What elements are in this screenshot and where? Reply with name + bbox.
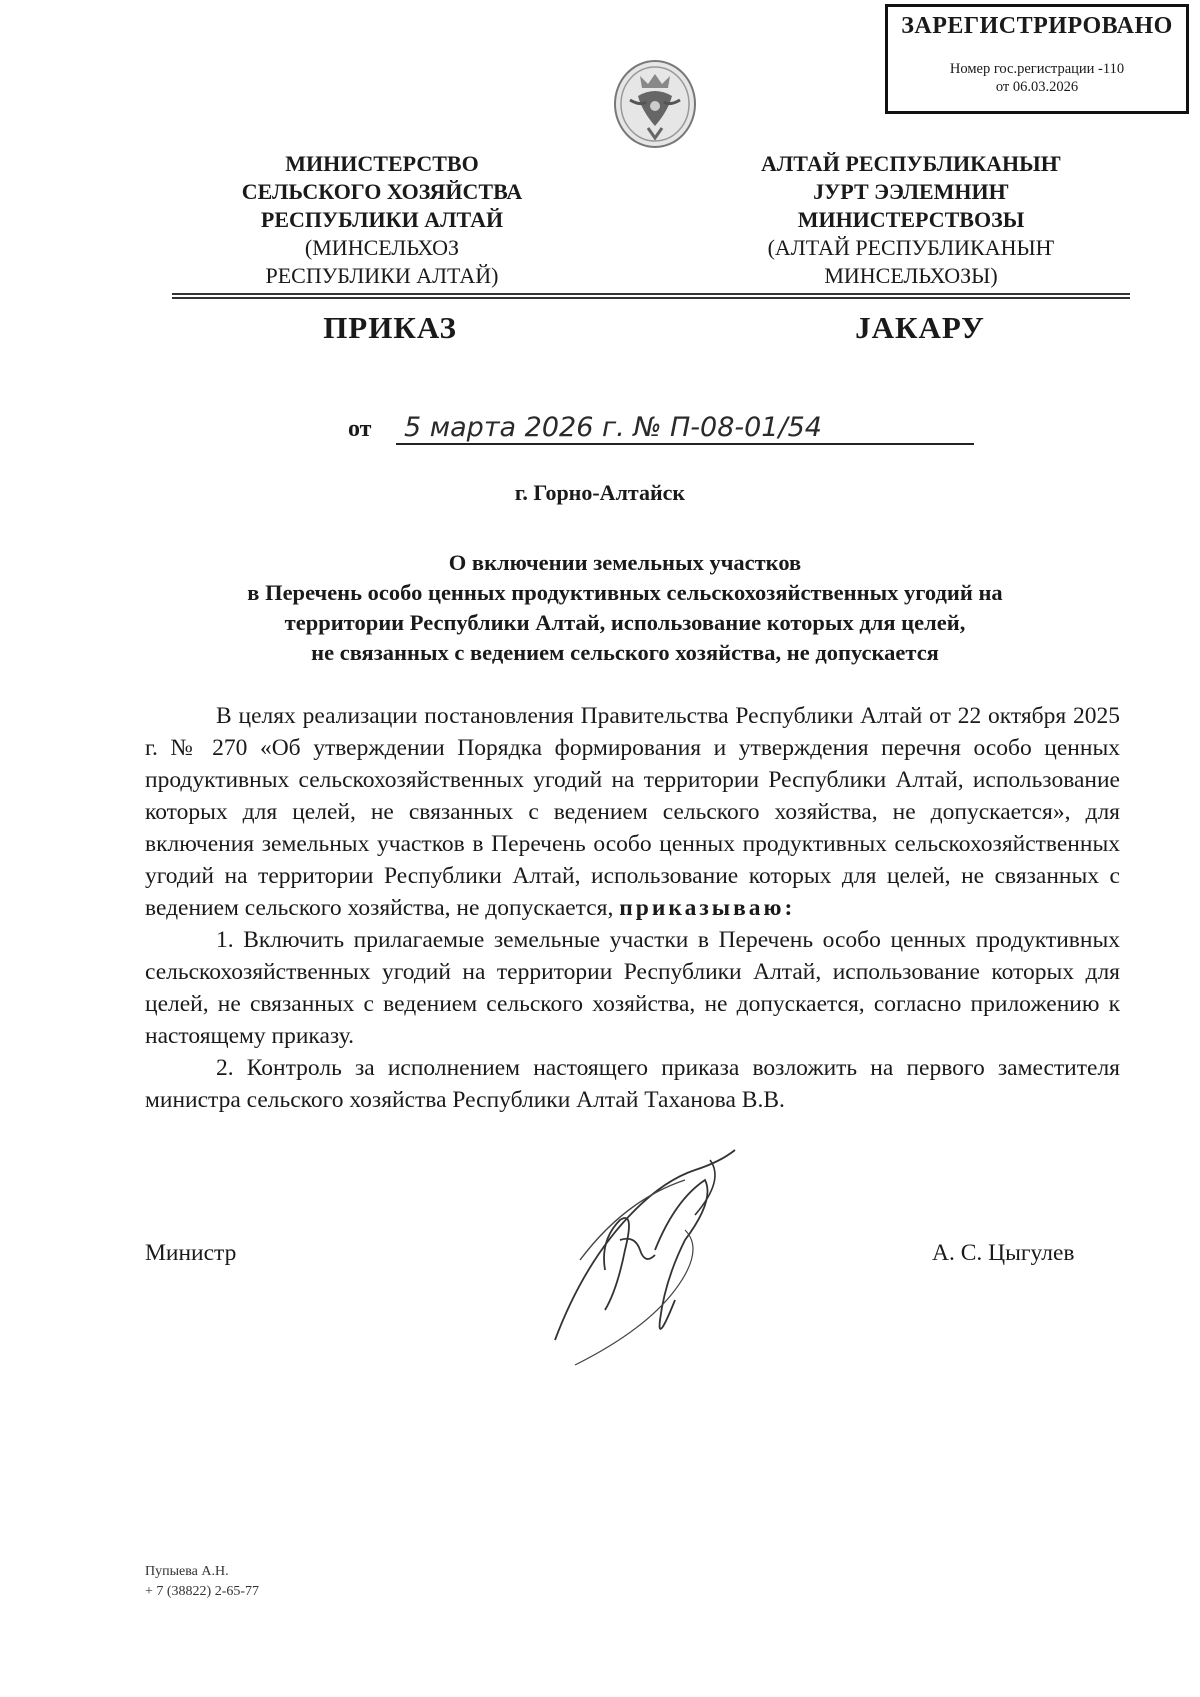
document-title (130, 548, 1120, 668)
registration-number: Номер гос.регистрации -110 (949, 61, 1125, 77)
registration-date: от 06.03.2026 (995, 79, 1079, 95)
registration-stamp-title: ЗАРЕГИСТРИРОВАНО (901, 13, 1173, 39)
order-word-altai: ЈАКАРУ (855, 310, 985, 345)
order-item-1: 1. Включить прилагаемые земельные участки в Перечень особо ценных продуктивных сельскохозяйственных угодий на территории Республики Алтай, использование которых для целей, не связанных с ведением сельского хозяйства, не допускается, согласно приложению к настоящему приказу. (145, 927, 1120, 1049)
order-date-handwritten: 5 марта 2026 г. № П-08-01/54 (396, 412, 974, 445)
intro-text: В целях реализации постановления Правительства Республики Алтай от 22 октября 2025 г. № 270 «Об утверждении Порядка формирования и утверждения перечня особо ценных продуктивных сельскохозяйственных угодий на территории Республики Алтай, использование которых для целей, не связанных с ведением сельского хозяйства, не допускается», для включения земельных участков в Перечень особо ценных продуктивных сельскохозяйственных угодий на территории Республики Алтай, использование которых для целей, не связанных с ведением сельского хозяйства, не допускается, (145, 703, 1120, 921)
executor-phone: + 7 (38822) 2-65-77 (145, 1584, 260, 1599)
executor-info (145, 1562, 259, 1602)
ministry-name-russian: МИНИСТЕРСТВО СЕЛЬСКОГО ХОЗЯЙСТВА РЕСПУБЛИКИ АЛТАЙ (МИНСЕЛЬХОЗ РЕСПУБЛИКИ АЛТАЙ) (241, 151, 523, 288)
executor-name: Пупыева А.Н. (145, 1564, 229, 1579)
title-line: в Перечень особо ценных продуктивных сельскохозяйственных угодий на (247, 580, 1003, 605)
city: г. Горно-Алтайск (514, 480, 686, 505)
signatory-role: Министр (145, 1240, 237, 1266)
title-line: не связанных с ведением сельского хозяйства, не допускается (311, 640, 939, 665)
order-item-2: 2. Контроль за исполнением настоящего приказа возложить на первого заместителя министра сельского хозяйства Республики Алтай Таханова В.В. (145, 1055, 1120, 1113)
registration-stamp (885, 4, 1189, 114)
signatory-name: А. С. Цыгулев (932, 1240, 1075, 1266)
intro-paragraph (145, 700, 1120, 924)
handwritten-signature-icon (545, 1140, 775, 1370)
order-date-prefix: от (348, 416, 372, 442)
order-keyword: приказываю: (619, 895, 796, 921)
order-word-russian: ПРИКАЗ (323, 310, 457, 345)
header-divider (172, 293, 1130, 299)
document-body (145, 700, 1120, 1116)
order-date-line (348, 412, 968, 452)
title-line: О включении земельных участков (448, 550, 802, 575)
coat-of-arms-emblem-icon (610, 56, 700, 150)
title-line: территории Республики Алтай, использование которых для целей, (284, 610, 966, 635)
ministry-name-altai: АЛТАЙ РЕСПУБЛИКАНЫҤ ЈУРТ ЭЭЛЕМНИҤ МИНИСТЕРСТВОЗЫ (АЛТАЙ РЕСПУБЛИКАНЫҤ МИНСЕЛЬХОЗЫ) (761, 151, 1061, 288)
